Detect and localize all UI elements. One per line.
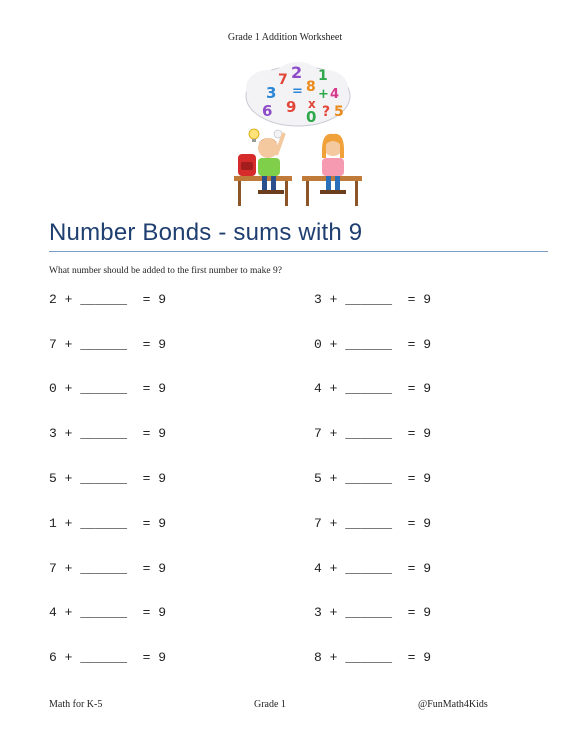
first-addend: 6 [49,650,57,665]
sum-value: 9 [158,381,167,396]
answer-blank[interactable]: ______ [80,605,128,620]
equals-sign: = [407,516,416,531]
problem-left-6 [49,514,166,534]
equals-sign: = [407,381,416,396]
answer-blank[interactable]: ______ [345,381,393,396]
plus-sign: + [329,650,338,665]
page-header-title: Grade 1 Addition Worksheet [227,32,343,43]
cloud-digit: 3 [266,84,277,102]
sum-value: 9 [158,605,167,620]
backpack-icon [238,154,256,176]
cloud-digit: 9 [286,98,297,116]
answer-blank[interactable]: ______ [80,292,128,307]
equals-sign: = [142,292,151,307]
sum-value: 9 [158,516,167,531]
equals-sign: = [142,605,151,620]
equals-sign: = [407,605,416,620]
cloud-digit: 0 [306,108,317,126]
plus-sign: + [64,471,73,486]
answer-blank[interactable]: ______ [80,381,128,396]
equals-sign: = [407,471,416,486]
sum-value: 9 [158,471,167,486]
plus-sign: + [329,381,338,396]
problem-right-2 [314,335,431,355]
cloud-digit: + [318,87,329,102]
cloud-digit: ? [322,104,331,120]
first-addend: 7 [49,337,57,352]
sum-value: 9 [423,381,432,396]
first-addend: 5 [314,471,322,486]
first-addend: 7 [49,561,57,576]
problem-left-2 [49,335,166,355]
cloud-digit: 6 [262,102,273,120]
problem-right-6 [314,514,431,534]
first-addend: 0 [49,381,57,396]
equals-sign: = [407,650,416,665]
first-addend: 4 [49,605,57,620]
footer-center: Grade 1 [254,699,286,710]
answer-blank[interactable]: ______ [345,516,393,531]
sum-value: 9 [158,561,167,576]
equals-sign: = [142,471,151,486]
answer-blank[interactable]: ______ [80,561,128,576]
sum-value: 9 [158,426,167,441]
footer-right: @FunMath4Kids [418,699,488,710]
problem-left-5 [49,469,166,489]
answer-blank[interactable]: ______ [345,561,393,576]
sum-value: 9 [423,292,432,307]
plus-sign: + [64,381,73,396]
equals-sign: = [142,650,151,665]
plus-sign: + [64,650,73,665]
equals-sign: = [407,561,416,576]
problem-right-4 [314,424,431,444]
problem-right-5 [314,469,431,489]
plus-sign: + [329,605,338,620]
plus-sign: + [329,516,338,531]
cloud-digit: 7 [278,72,288,88]
plus-sign: + [329,471,338,486]
equals-sign: = [142,426,151,441]
lightbulb-icon [249,129,259,142]
plus-sign: + [64,426,73,441]
plus-sign: + [329,561,338,576]
problem-right-9 [314,648,431,668]
sum-value: 9 [423,426,432,441]
plus-sign: + [64,292,73,307]
cloud-digit: x [308,97,316,111]
cloud-digit: 1 [318,68,328,84]
answer-blank[interactable]: ______ [80,516,128,531]
sum-value: 9 [158,292,167,307]
first-addend: 2 [49,292,57,307]
equals-sign: = [142,516,151,531]
sum-value: 9 [423,650,432,665]
problem-right-3 [314,379,431,399]
answer-blank[interactable]: ______ [80,471,128,486]
equals-sign: = [142,561,151,576]
problem-left-8 [49,603,166,623]
cloud-digit: 5 [334,104,344,120]
sum-value: 9 [423,561,432,576]
answer-blank[interactable]: ______ [345,471,393,486]
boy-figure [258,132,286,194]
first-addend: 0 [314,337,322,352]
plus-sign: + [329,292,338,307]
plus-sign: + [64,337,73,352]
answer-blank[interactable]: ______ [80,650,128,665]
equals-sign: = [407,337,416,352]
problem-right-7 [314,559,431,579]
sum-value: 9 [423,516,432,531]
kids-thinking-math-illustration [228,58,370,210]
sum-value: 9 [423,337,432,352]
answer-blank[interactable]: ______ [345,650,393,665]
sum-value: 9 [423,605,432,620]
cloud-digit: 2 [291,63,303,82]
first-addend: 7 [314,516,322,531]
problem-left-7 [49,559,166,579]
problem-right-8 [314,603,431,623]
answer-blank[interactable]: ______ [345,292,393,307]
first-addend: 7 [314,426,322,441]
plus-sign: + [64,561,73,576]
cloud-digit: 4 [330,87,340,102]
footer-left: Math for K-5 [49,699,103,710]
equals-sign: = [142,337,151,352]
equals-sign: = [142,381,151,396]
first-addend: 5 [49,471,57,486]
sum-value: 9 [158,337,167,352]
first-addend: 8 [314,650,322,665]
plus-sign: + [64,516,73,531]
girl-figure [320,134,346,194]
equals-sign: = [407,426,416,441]
title-divider [49,251,548,252]
equals-sign: = [407,292,416,307]
first-addend: 4 [314,381,322,396]
sum-value: 9 [423,471,432,486]
plus-sign: + [329,337,338,352]
problem-left-9 [49,648,166,668]
answer-blank[interactable]: ______ [80,426,128,441]
cloud-digit: 8 [306,79,316,95]
first-addend: 3 [314,292,322,307]
problem-left-1 [49,290,166,310]
first-addend: 4 [314,561,322,576]
sum-value: 9 [158,650,167,665]
answer-blank[interactable]: ______ [345,337,393,352]
plus-sign: + [64,605,73,620]
answer-blank[interactable]: ______ [345,605,393,620]
answer-blank[interactable]: ______ [80,337,128,352]
first-addend: 1 [49,516,57,531]
worksheet-title: Number Bonds - sums with 9 [49,219,363,246]
instruction-text: What number should be added to the first number to make 9? [49,266,282,276]
problem-left-3 [49,379,166,399]
cloud-digit: = [292,84,303,99]
answer-blank[interactable]: ______ [345,426,393,441]
first-addend: 3 [314,605,322,620]
problem-left-4 [49,424,166,444]
problem-right-1 [314,290,431,310]
plus-sign: + [329,426,338,441]
first-addend: 3 [49,426,57,441]
